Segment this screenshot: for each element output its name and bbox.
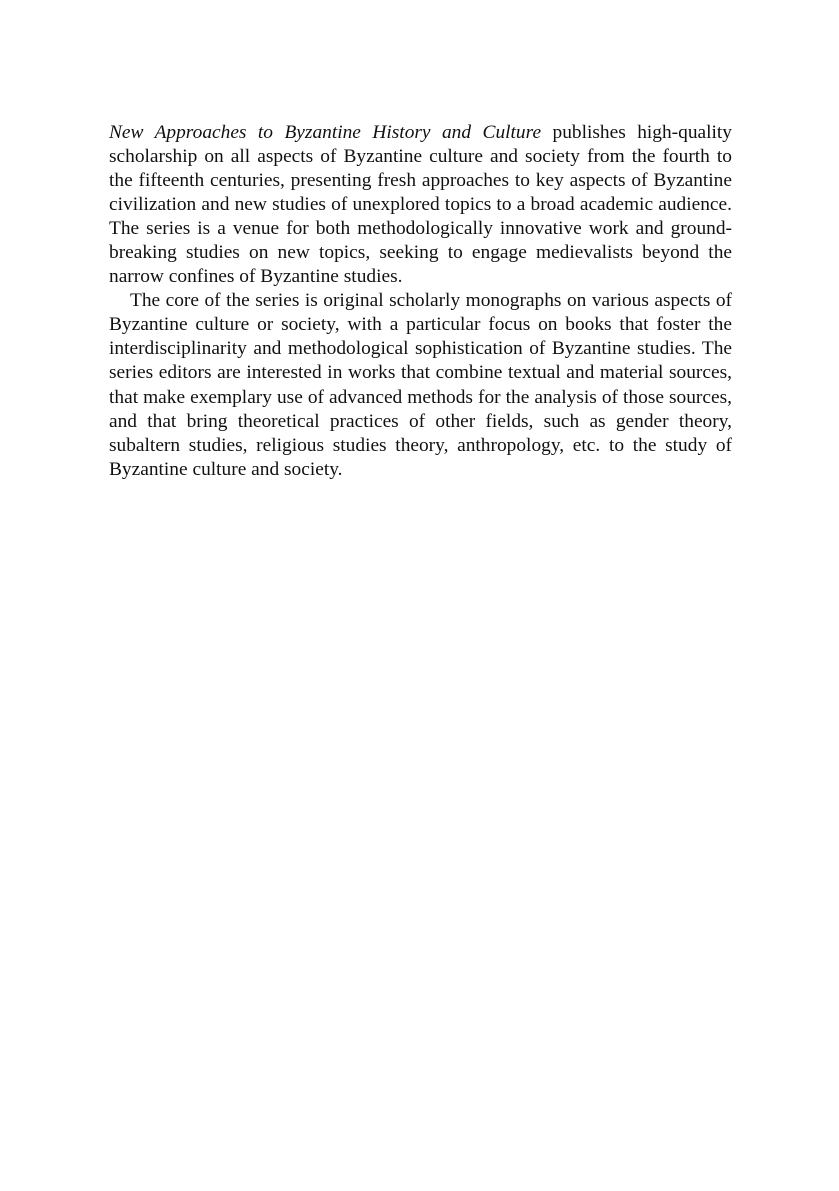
paragraph-1 xyxy=(109,121,732,289)
series-title: New Approaches to Byzantine History and Culture xyxy=(109,122,542,143)
series-description xyxy=(109,121,732,482)
paragraph-1-text: publishes high-quality scholarship on all aspects of Byzantine culture and society from the fourth to the fifteenth centuries, presenting fresh approaches to key aspects of Byzantine civilization and new studies of unexplored topics to a broad academic audience. The series is a venue for both methodologically innovative work and ground-breaking studies on new topics, seeking to engage medievalists beyond the narrow confines of Byzantine studies. xyxy=(109,122,732,288)
paragraph-2: The core of the series is original scholarly monographs on various aspects of Byzantine culture or society, with a particular focus on books that foster the interdisciplinarity and methodological sophistication of Byzantine studies. The series editors are interested in works that combine textual and material sources, that make exemplary use of advanced methods for the analysis of those sources, and that bring theoretical practices of other fields, such as gender theory, subaltern studies, religious studies theory, anthropology, etc. to the study of Byzantine culture and society. xyxy=(109,290,732,480)
